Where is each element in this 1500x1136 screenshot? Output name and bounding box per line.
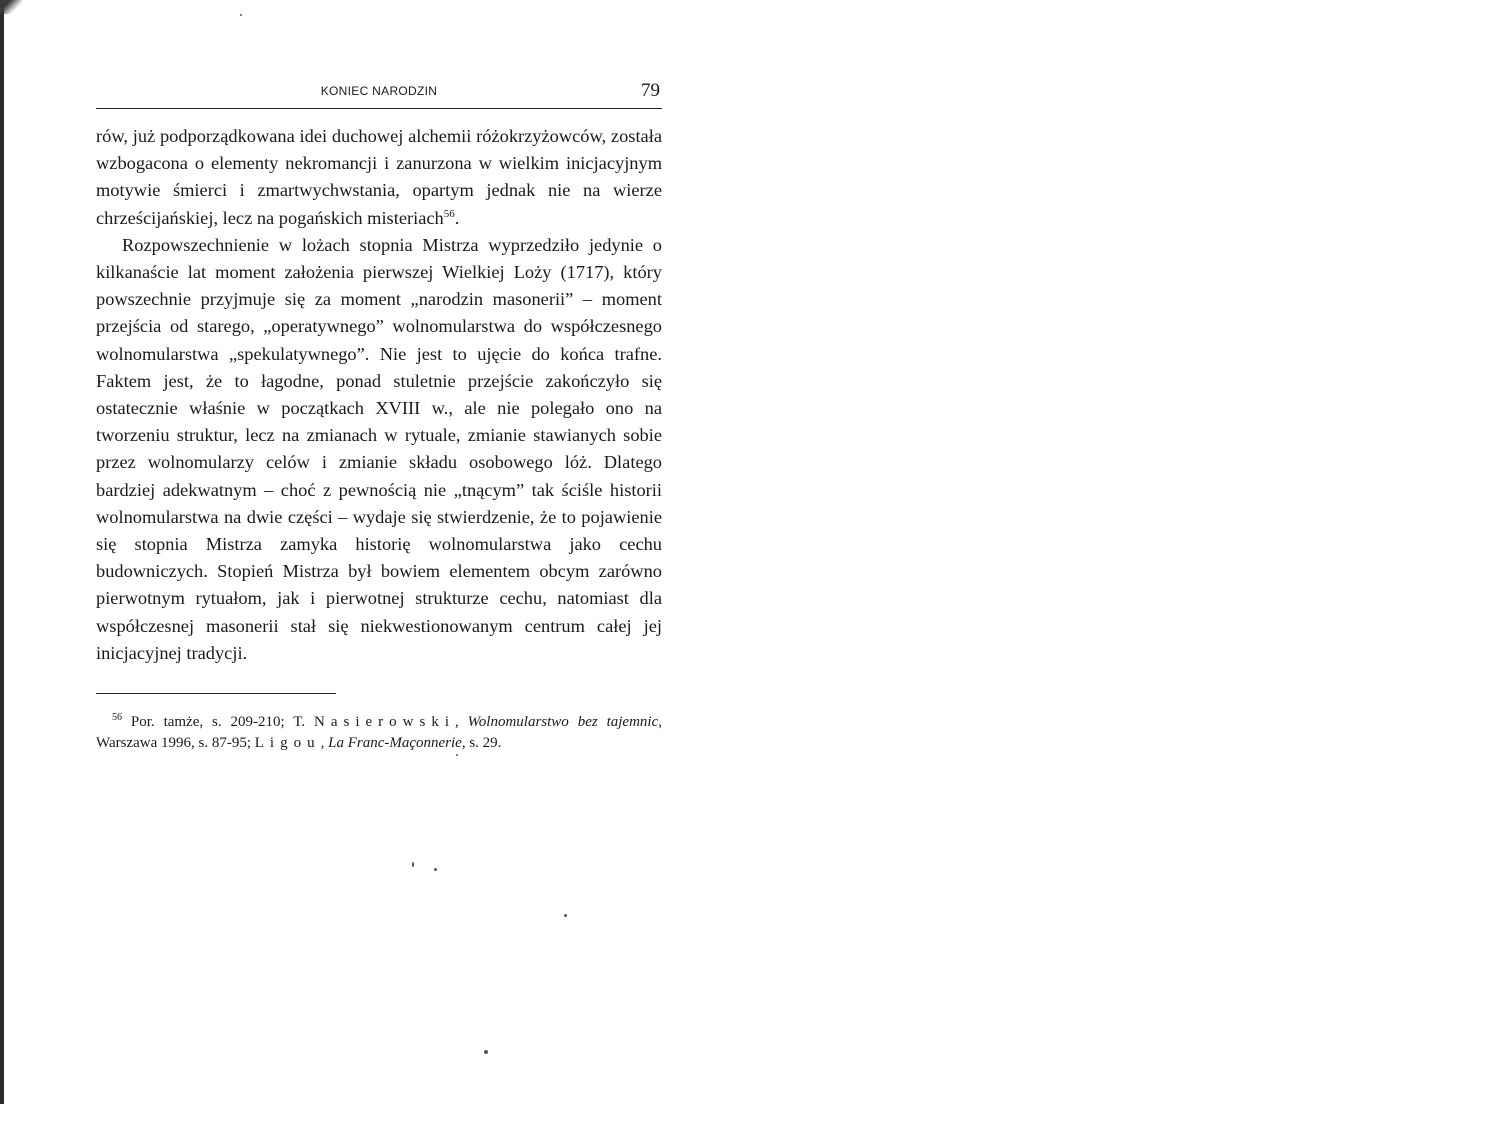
scan-speck bbox=[564, 914, 567, 917]
scan-speck bbox=[456, 754, 458, 756]
footnote-number: 56 bbox=[112, 712, 122, 724]
footnote-text-d: , bbox=[320, 735, 329, 752]
footnote-author-2: Ligou bbox=[254, 735, 321, 752]
footnote-title-2: La Franc-Maçonnerie bbox=[328, 735, 462, 752]
scan-speck bbox=[434, 868, 437, 871]
paragraph-1-text: rów, już podporządkowana idei duchowej alchemii różokrzyżowców, została wzbogacona o elementy nekromancji i zanurzona w wielkim inicjacyjnym motywie śmierci i zmartwychwstania, opartym jednak nie na wierze chrześcijańskiej, lecz na pogańskich misteriach bbox=[96, 126, 662, 228]
footnote-text-a: Por. tamże, s. 209-210; T. bbox=[130, 714, 315, 731]
page-header bbox=[96, 80, 662, 109]
footnote-rule bbox=[96, 693, 336, 694]
footnote-text-e: , s. 29. bbox=[461, 735, 502, 752]
scan-speck bbox=[240, 14, 242, 16]
footnote-56 bbox=[96, 712, 662, 754]
footnote-ref-56: 56 bbox=[443, 207, 455, 220]
paragraph-2: Rozpowszechnienie w lożach stopnia Mistrza wyprzedziło jedynie o kilkanaście lat moment założenia pierwszej Wielkiej Loży (1717), który powszechnie przyjmuje się za moment „narodzin masonerii” – moment przejścia od starego, „operatywnego” wolnomularstwa do współczesnego wolnomularstwa „spekulatywnego”. Nie jest to ujęcie do końca trafne. Faktem jest, że to łagodne, ponad stuletnie przejście zakończyło się ostatecznie właśnie w początkach XVIII w., ale nie polegało ono na tworzeniu struktur, lecz na zmianach w rytuale, zmianie stawianych sobie przez wolnomularzy celów i zmianie składu osobowego lóż. Dlatego bardziej adekwatnym – choć z pewnością nie „tnącym” tak ściśle historii wolnomularstwa na dwie części – wydaje się stwierdzenie, że to pojawienie się stopnia Mistrza zamyka historię wolnomularstwa jako cechu budowniczych. Stopień Mistrza był bowiem elementem obcym zarówno pierwotnym rytuałom, jak i pierwotnej strukturze cechu, natomiast dla współczesnej masonerii stał się niekwestionowanym centrum całej jej inicjacyjnej tradycji. bbox=[96, 234, 662, 663]
scan-edge bbox=[0, 0, 4, 1104]
footnote-text-b: , bbox=[455, 714, 468, 731]
scan-speck bbox=[484, 1050, 488, 1054]
footnote-title-1: Wolnomularstwo bez tajemnic bbox=[467, 714, 659, 731]
page-number: 79 bbox=[641, 80, 660, 101]
footnote-author-1: Nasierowski bbox=[314, 714, 456, 731]
book-page bbox=[96, 80, 662, 754]
footnote-text-c: , Warszawa 1996, s. 87-95; bbox=[96, 714, 663, 752]
scan-speck bbox=[412, 862, 414, 867]
body-text bbox=[96, 123, 662, 667]
scan-corner bbox=[0, 0, 22, 14]
paragraph-1 bbox=[96, 123, 662, 232]
running-head: KONIEC NARODZIN bbox=[320, 84, 438, 98]
paragraph-1-end: . bbox=[454, 207, 460, 228]
